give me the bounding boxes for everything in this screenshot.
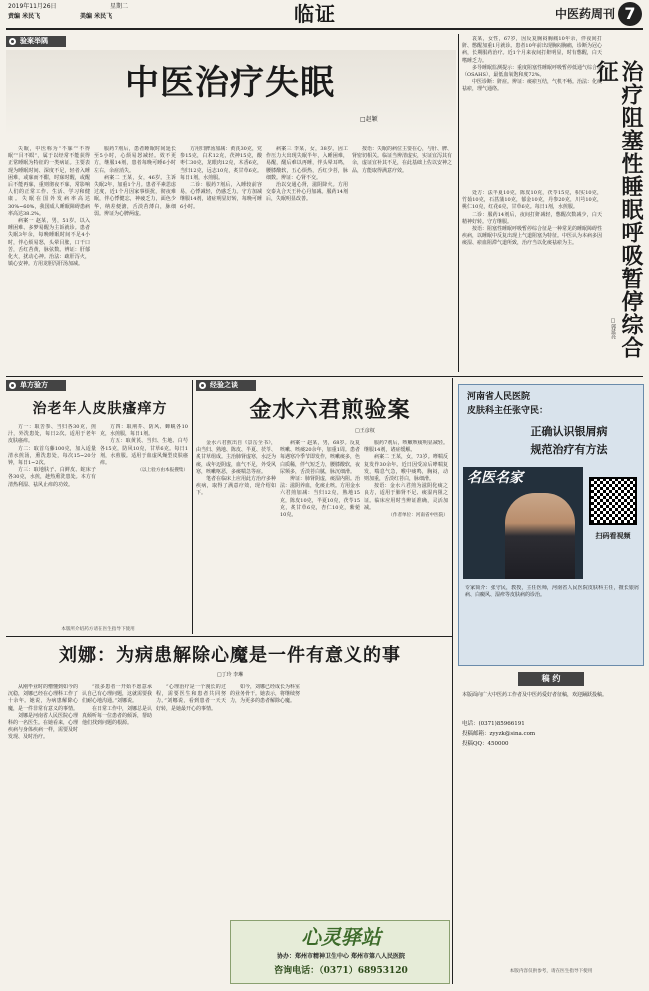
jinshui-col-1 xyxy=(196,440,276,632)
jinshui-para: 笔者在临床上应用此方治疗多种疾病，取得了满意疗效，现介绍如下。 xyxy=(196,476,276,497)
liuna-col-3 xyxy=(156,684,226,980)
osa-title: 治疗阻塞性睡眠呼吸暂停综合征 xyxy=(593,60,644,359)
expert-ad-intro: 专家简介：张守民，教授，主任医师，河南省人民医院皮肤科主任，擅长银屑病、白癜风、湿疹等皮肤病的诊治。 xyxy=(465,585,639,599)
section-dot-icon xyxy=(9,38,16,45)
insomnia-para: 服药7剂后，患者睡眠时间延长至5小时，心烦易怒减轻。效不更方，继服14剂，患者每晚可睡6小时左右，余症消失。 xyxy=(94,146,176,174)
danfang-para: 方四：取荆芥、防风、蝉蜕各10克，水煎服，每日1剂。 xyxy=(100,424,188,438)
insomnia-para: 治以交通心肾，滋阴降火。方用交泰丸合天王补心丹加减。服药14剂后，失眠明显改善。 xyxy=(266,182,348,203)
yuegao-phone xyxy=(462,720,640,728)
section-tag-danfang xyxy=(6,380,66,391)
insomnia-title: 中医治疗失眠 xyxy=(125,63,335,103)
insomnia-author: □赵颖 xyxy=(360,116,378,123)
liuna-col-2 xyxy=(82,684,152,980)
danfang-col-1 xyxy=(8,424,96,622)
expert-portrait-avatar xyxy=(505,493,575,579)
insomnia-para: 二诊：服药7剂后，入睡较前容易，心悸减轻，仍感乏力。守方加减继服14剂，诸症明显好转，每晚可睡6小时。 xyxy=(180,182,262,210)
paper-name: 中医药周刊 xyxy=(554,7,615,21)
yuegao-email-label: 投稿邮箱： xyxy=(462,731,490,737)
divider-vertical-lower-right xyxy=(452,378,453,984)
liuna-title: 刘娜：为病患解除心魔是一件有意义的事 xyxy=(59,645,401,666)
osa-col-1 xyxy=(462,36,602,186)
section-tag-label: 单方验方 xyxy=(20,381,48,389)
expert-ad-banner xyxy=(463,467,583,579)
jinshui-author: □王彦权 xyxy=(355,428,375,434)
expert-ad xyxy=(458,384,644,666)
danfang-para: 方五：取黄芪、当归、生地、白芍各15克，防风10克，甘草6克。每日1剂，水煎服。适用于血虚风燥型皮肤瘙痒。 xyxy=(100,438,188,467)
liuna-para: 从刚毕业时的懵懂到如今的沉稳，刘娜已经在心理科工作了十余年。她说，为病患解除心魔，是一件非常有意义的事情。 xyxy=(8,684,78,712)
insomnia-col-2 xyxy=(94,146,176,374)
yuegao-qq-label: 投稿QQ： xyxy=(462,741,488,747)
insomnia-col-5 xyxy=(352,146,452,374)
jinshui-para: 辨证：肺肾阴虚，痰湿内阻。治法：滋阴养血，化痰止咳。方用金水六君煎加减：当归12克，熟地15克，陈皮10克，半夏10克，茯苓15克，炙甘草6克，杏仁10克，紫菀10克。 xyxy=(280,476,360,519)
liuna-col-4 xyxy=(230,684,300,914)
jinshui-para: 按语：金水六君煎为滋阴化痰之良方，适用于肺肾不足、痰湿内阻之证。临床应用时当辨证准确，灵活加减。 xyxy=(364,483,448,511)
jinshui-col-2 xyxy=(280,440,360,632)
divider-vertical-mid-left xyxy=(192,380,193,634)
expert-ad-headline1: 正确认识银屑病 xyxy=(530,425,608,438)
danfang-para: 方二：取首乌藤100克，加入适量清水煎汤，熏洗患处，每次15~20分钟，每日1~2次。 xyxy=(8,445,96,467)
liuna-col-1 xyxy=(8,684,78,980)
jinshui-para: 服药7剂后，咳嗽咳痰明显减轻。继服14剂，诸症缓解。 xyxy=(364,440,448,454)
divider-horizontal-mid xyxy=(6,376,643,377)
osa-para: 按语：阻塞性睡眠呼吸暂停综合征是一种常见的睡眠障碍性疾病，以睡眠中反复出现上气道阻塞为特征。中医认为本病多因痰湿、瘀血阻滞气道所致，治疗当以化痰祛瘀为主。 xyxy=(462,226,602,247)
insomnia-col-3 xyxy=(180,146,262,374)
osa-para: 处方：法半夏10克，陈皮10克，茯苓15克，枳实10克，竹茹10克，石菖蒲10克，郁金10克，丹参20克，川芎10克，桃仁10克，红花6克，甘草6克。每日1剂，水煎服。 xyxy=(462,190,602,211)
danfang-para: 方三：取地肤子、白鲜皮、蛇床子各30克，水煎，趁热熏洗患处。本方有清热利湿、祛风止痒的功效。 xyxy=(8,467,96,488)
insomnia-para: 病案一 赵某，男，51岁。以入睡困难、多梦易醒为主诉就诊。患者失眠3年余，每晚睡眠时间不足4小时，伴心烦易怒，头晕目胀，口干口苦，舌红苔黄，脉弦数。辨证：肝郁化火，扰动心神。治法：疏肝泻火，镇心安神。方用龙胆泻肝汤加减。 xyxy=(8,218,90,268)
section-tag-label: 经验之谈 xyxy=(210,381,238,389)
bottom-ad xyxy=(230,920,450,984)
osa-para: 二诊：服药14剂后，夜间打鼾减轻，憋醒次数减少，白天精神好转。守方继服。 xyxy=(462,211,602,225)
yuegao-box xyxy=(458,672,644,984)
insomnia-para: 按语：失眠的病位主要在心，与肝、脾、肾密切相关。临证当辨清虚实，实证宜泻其有余，虚证宜补其不足，在此基础上佐以安神之品，方能取得满意疗效。 xyxy=(352,146,452,174)
yuegao-qq xyxy=(462,740,640,748)
liuna-para: 刘娜是河南省人民医院心理科的一名医生。在她看来，心理疾病与身体疾病一样，需要及时发现、及时治疗。 xyxy=(8,712,78,741)
bottom-ad-line1: 协办：郑州市精神卫生中心 郑州市第八人民医院 xyxy=(276,953,406,960)
insomnia-col-4 xyxy=(266,146,348,374)
page-number-badge: 7 xyxy=(618,2,642,26)
divider-vertical-top xyxy=(458,34,459,372)
header-weekday: 星期二 xyxy=(110,3,129,10)
header-editor: 责编 米民飞 xyxy=(8,13,41,20)
section-tag-label: 验案举隅 xyxy=(20,37,48,45)
expert-ad-video[interactable]: 扫码看视频 xyxy=(595,532,631,540)
section-dot-icon xyxy=(199,382,206,389)
yuegao-footer: 本版内容仅供参考，请在医生指导下使用 xyxy=(509,969,593,974)
jinshui-para: 病案二 王某，女，73岁。哮喘反复发作30余年。近日因受凉后哮喘复发，喘息气急，喉中痰鸣，胸闷，动则加重，舌淡红苔白，脉细滑。 xyxy=(364,454,448,483)
header-rule xyxy=(6,28,643,30)
insomnia-col-1 xyxy=(8,146,90,374)
yuegao-phone-label: 电话： xyxy=(462,721,479,727)
osa-col-2 xyxy=(462,190,602,372)
insomnia-para: 方用归脾汤加减：黄芪30克，党参15克，白术12克，茯神15克，酸枣仁30克，龙眼肉12克，木香6克，当归12克，远志10克，炙甘草6克。每日1剂，水煎服。 xyxy=(180,146,262,181)
jinshui-para: 病案一 赵某，男，68岁。反复咳嗽、咳痰20余年，加重1周。患者每遇寒冷季节即发作，咳嗽痰多，色白质稀，伴气短乏力，腰膝酸软，夜尿频多，舌淡苔白腻，脉沉细滑。 xyxy=(280,440,360,475)
liuna-col-6 xyxy=(378,684,448,914)
danfang-para: 方一：取苦参、当归各30克，煎汁，外洗患处，每日2次。适用于老年皮肤瘙痒。 xyxy=(8,424,96,445)
danfang-note: 本版所介绍药方请在医生指导下使用 xyxy=(61,627,135,632)
yuegao-email-value[interactable]: zyyzk@sina.com xyxy=(489,731,536,737)
liuna-col-5 xyxy=(304,684,374,914)
jinshui-title: 金水六君煎验案 xyxy=(249,397,411,423)
expert-ad-hospital: 河南省人民医院 xyxy=(467,392,531,402)
liuna-para: “很多患者一开始不愿意承认自己有心理问题，这就需要我们耐心地沟通。”刘娜说。 xyxy=(82,684,152,705)
header-date: 2019年11月26日 xyxy=(8,3,57,10)
bottom-ad-slogan: 心灵驿站 xyxy=(301,925,381,949)
jinshui-col-3 xyxy=(364,440,448,632)
expert-ad-banner-text: 名医名家 xyxy=(467,470,523,486)
section-tag-jingyan xyxy=(196,380,256,391)
osa-para: 中医诊断：鼾症。辨证：痰瘀互结，气机不畅。治法：化痰祛瘀，理气通络。 xyxy=(462,79,602,93)
danfang-col-2 xyxy=(100,424,188,622)
yuegao-title: 稿 约 xyxy=(518,672,584,686)
osa-para: 多导睡眠监测提示：重度阻塞性睡眠呼吸暂停低通气综合征（OSAHS），最低血氧饱和度72%。 xyxy=(462,64,602,79)
osa-para: 袁某，女性，67岁，因反复胸闷胸痛10年余，伴夜间打鼾、憋醒加重1月就诊。患者10年前出现胸闷胸痛，诊断为冠心病，长期服药治疗。近1个月来夜间打鼾明显，时有憋醒，白天嗜睡乏力。 xyxy=(462,36,602,64)
liuna-para: 在日常工作中，刘娜总是认真倾听每一位患者的倾诉，帮助他们找到问题的根源。 xyxy=(82,705,152,727)
jinshui-para: 金水六君煎出自《景岳全书》，由当归、熟地、陈皮、半夏、茯苓、炙甘草组成。主治肺肾虚寒，水泛为痰，或年迈阴虚，血气不足，外受风寒，咳嗽呕恶，多痰喘急等症。 xyxy=(196,440,276,475)
divider-horizontal-lower xyxy=(6,636,452,637)
danfang-title: 治老年人皮肤瘙痒方 xyxy=(32,401,168,417)
header-designer: 美编 米民飞 xyxy=(80,13,113,20)
yuegao-phone-value[interactable]: (0371)85966191 xyxy=(478,721,525,727)
yuegao-qq-value[interactable]: 450000 xyxy=(487,741,509,747)
yuegao-body: 本版面向广大中医药工作者及中医药爱好者征稿，欢迎踊跃投稿。 xyxy=(462,692,608,698)
expert-ad-dept: 皮肤科主任张守民： xyxy=(467,406,549,416)
danfang-source: （以上验方由本报搜集） xyxy=(137,468,188,474)
liuna-para: “心理治疗是一个漫长的过程，需要医生和患者共同努力。”刘娜说，看到患者一天天好转，是她最开心的事情。 xyxy=(156,684,226,712)
section-tag-yanan xyxy=(6,36,66,47)
bottom-ad-line2: 咨询电话：（0371）68953120 xyxy=(274,966,408,976)
insomnia-para: 病案二 王某，女，46岁。主诉失眠2年，加重1个月。患者平素思虑过度，近1个月因家事烦扰，彻夜难眠，伴心悸健忘，神疲乏力，面色少华，纳差便溏，舌淡苔薄白，脉细弱。辨证为心脾两虚。 xyxy=(94,174,176,217)
page-section-title: 临证 xyxy=(294,2,336,26)
section-dot-icon xyxy=(9,382,16,389)
liuna-author: □丁玲 李琳 xyxy=(216,672,244,678)
insomnia-para: 失眠，中医称为“不寐”“不得眠”“目不瞑”，属于以经常不能获得正常睡眠为特征的一类病证。主要表现为睡眠时间、深度不足，轻者入睡困难，或寐而不酣，时寐时醒，或醒后不能再寐，重则彻夜不寐，常影响人们的正常工作、生活、学习和健康。失眠在国外发病率高达30%~60%，我国成人睡眠障碍患病率高达38.2%。 xyxy=(8,146,90,217)
jinshui-source: （作者单位：河南省中医院） xyxy=(388,513,448,519)
yuegao-email xyxy=(462,730,640,738)
qr-code-icon[interactable] xyxy=(589,477,637,525)
insomnia-para: 病案三 李某，女，38岁。因工作压力大出现失眠半年，入睡困难，易醒，醒后难以再睡，伴头晕耳鸣，腰膝酸软，五心烦热，舌红少苔，脉细数。辨证：心肾不交。 xyxy=(266,146,348,181)
liuna-para: 如今，刘娜已经成长为科室的业务骨干。她表示，将继续努力，为更多的患者解除心魔。 xyxy=(230,684,300,705)
expert-ad-headline2: 规范治疗有方法 xyxy=(530,443,608,456)
osa-author: □郭延亮 xyxy=(610,318,616,339)
